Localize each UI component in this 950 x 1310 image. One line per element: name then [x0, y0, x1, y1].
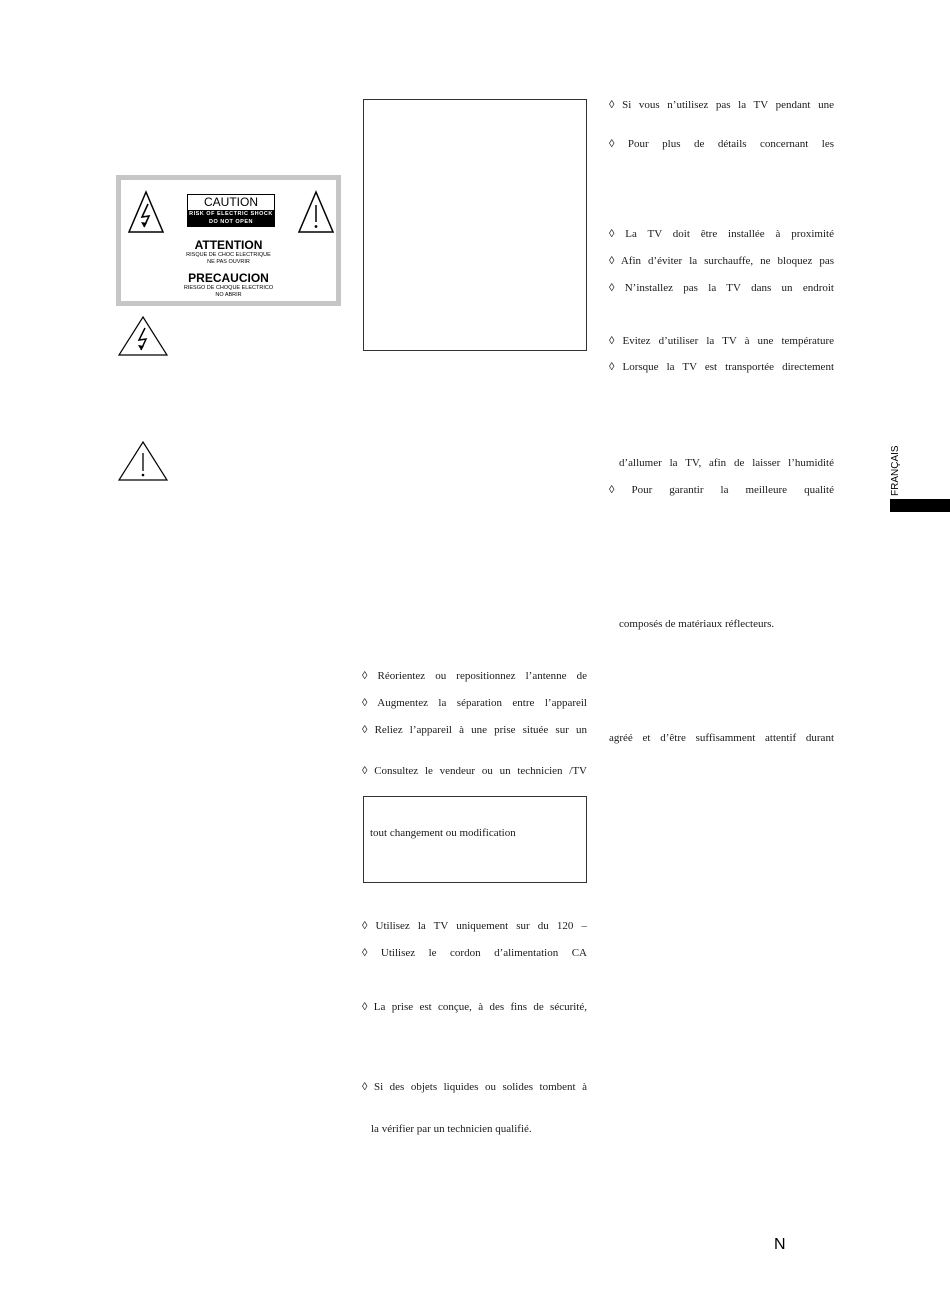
attention-sub1: RISQUE DE CHOC ELECTRIQUE [186, 252, 271, 258]
language-tab-label: FRANÇAIS [890, 445, 901, 496]
caution-risk-line: RISK OF ELECTRIC SHOCK [189, 211, 273, 217]
caution-box [187, 194, 275, 227]
exclamation-warning-icon [118, 441, 168, 481]
precaucion-title: PRECAUCION [188, 271, 269, 285]
middle-line: ◊ Reliez l’appareil à une prise située sur un [362, 724, 587, 736]
caution-label-panel [116, 175, 341, 306]
middle-line: la vérifier par un technicien qualifié. [371, 1123, 532, 1135]
middle-line: ◊ Réorientez ou repositionnez l’antenne de [362, 670, 587, 682]
caution-title: CAUTION [204, 195, 258, 209]
right-line: ◊ Afin d’éviter la surchauffe, ne bloquez pas [609, 255, 834, 267]
middle-line: ◊ La prise est conçue, à des fins de sécurité, [362, 1001, 587, 1013]
notice-frame [363, 99, 587, 351]
right-line: ◊ Evitez d’utiliser la TV à une température [609, 335, 834, 347]
attention-sub2: NE PAS OUVRIR [207, 259, 250, 265]
attention-title: ATTENTION [194, 238, 263, 252]
middle-line: ◊ Utilisez le cordon d’alimentation CA [362, 947, 587, 959]
right-line: ◊ Si vous n’utilisez pas la TV pendant une [609, 99, 834, 111]
precaucion-sub1: RIESGO DE CHOQUE ELECTRICO [183, 285, 274, 291]
right-line: ◊ Pour plus de détails concernant les [609, 138, 834, 150]
caution-label [121, 180, 336, 301]
right-line: d’allumer la TV, afin de laisser l’humidité [619, 457, 834, 469]
page-letter: N [774, 1236, 786, 1253]
right-line: composés de matériaux réflecteurs. [619, 618, 775, 630]
exclamation-warning-icon [297, 190, 335, 234]
lightning-warning-icon [118, 316, 168, 356]
caution-do-not-open: DO NOT OPEN [188, 218, 274, 226]
middle-line: ◊ Si des objets liquides ou solides tombent à [362, 1081, 587, 1093]
middle-line: ◊ Augmentez la séparation entre l’appareil [362, 697, 587, 709]
middle-line: ◊ Utilisez la TV uniquement sur du 120 – [362, 920, 587, 932]
right-line: agréé et d’être suffisamment attentif durant [609, 732, 834, 744]
precaucion-sub2: NO ABRIR [215, 292, 242, 298]
right-line: ◊ La TV doit être installée à proximité [609, 228, 834, 240]
middle-line: ◊ Consultez le vendeur ou un technicien /TV [362, 765, 587, 777]
right-line: ◊ Lorsque la TV est transportée directement [609, 361, 834, 373]
lightning-warning-icon [127, 190, 165, 234]
middle-line: tout changement ou modification [370, 827, 516, 839]
right-line: ◊ N’installez pas la TV dans un endroit [609, 282, 834, 294]
right-line: ◊ Pour garantir la meilleure qualité [609, 484, 834, 496]
language-tab-bar [890, 499, 950, 512]
